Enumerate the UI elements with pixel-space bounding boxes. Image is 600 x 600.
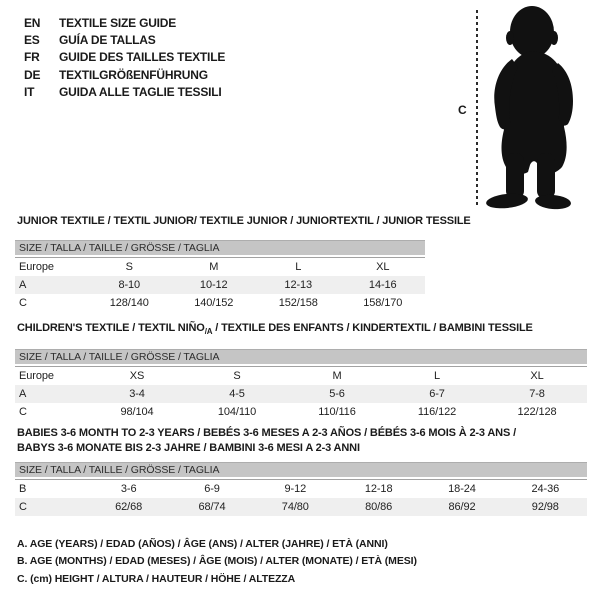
row-label-cell: C xyxy=(19,500,27,513)
value-cell: 98/104 xyxy=(120,405,154,418)
table-row xyxy=(15,385,587,403)
value-cell: S xyxy=(233,369,241,382)
guide-title: TEXTILE SIZE GUIDE xyxy=(59,16,177,30)
legend-line-b: B. AGE (MONTHS) / EDAD (MESES) / ÂGE (MOIS) / ALTER (MONATE) / ETÀ (MESI) xyxy=(17,555,417,568)
measure-legend xyxy=(17,536,417,588)
guide-title: GUIDE DES TAILLES TEXTILE xyxy=(59,50,226,65)
value-cell: 152/158 xyxy=(278,296,318,309)
value-cell: S xyxy=(125,260,133,273)
section-babies xyxy=(15,426,587,516)
height-figure xyxy=(440,0,600,215)
value-cell: XL xyxy=(376,260,390,273)
section-title-text: CHILDREN'S TEXTILE / TEXTIL NIÑO xyxy=(17,322,205,334)
value-cell: 5-6 xyxy=(329,387,345,400)
value-cell: 158/170 xyxy=(363,296,403,309)
guide-title: GUIDA ALLE TAGLIE TESSILI xyxy=(59,84,222,99)
language-code: EN xyxy=(24,16,41,30)
section-title-text: / TEXTILE DES ENFANTS / KINDERTEXTIL / BAMBINI TESSILE xyxy=(212,322,533,334)
language-code: DE xyxy=(24,67,41,82)
size-header-bar: SIZE / TALLA / TAILLE / GRÖSSE / TAGLIA xyxy=(15,349,587,364)
value-cell: 116/122 xyxy=(417,405,457,418)
size-header-bar: SIZE / TALLA / TAILLE / GRÖSSE / TAGLIA xyxy=(15,462,587,477)
guide-title: GUÍA DE TALLAS xyxy=(59,33,156,48)
list-item xyxy=(24,67,225,84)
value-cell: 74/80 xyxy=(281,500,309,513)
measure-label-c: C xyxy=(458,103,467,117)
table-row xyxy=(15,480,587,498)
row-label-cell: C xyxy=(19,296,27,309)
value-cell: 14-16 xyxy=(368,278,397,291)
value-cell: 10-12 xyxy=(199,278,228,291)
value-cell: 104/110 xyxy=(217,405,257,418)
row-label-cell: A xyxy=(19,387,27,400)
junior-size-table xyxy=(15,257,425,312)
row-label-cell: C xyxy=(19,405,27,418)
list-item xyxy=(24,32,225,49)
value-cell: 62/68 xyxy=(115,500,143,513)
table-row xyxy=(15,276,425,294)
value-cell: 12-18 xyxy=(364,482,393,495)
guide-title: TEXTILGRÖßENFÜHRUNG xyxy=(59,67,208,82)
value-cell: 18-24 xyxy=(448,482,476,495)
value-cell: 12-13 xyxy=(284,278,313,291)
value-cell: 7-8 xyxy=(529,387,545,400)
value-cell: 9-12 xyxy=(284,482,307,495)
value-cell: 68/74 xyxy=(198,500,226,513)
value-cell: L xyxy=(295,260,302,273)
value-cell: XL xyxy=(530,369,544,382)
value-cell: 122/128 xyxy=(517,405,557,418)
value-cell: 6-7 xyxy=(429,387,445,400)
size-header-bar: SIZE / TALLA / TAILLE / GRÖSSE / TAGLIA xyxy=(15,240,425,255)
table-row xyxy=(15,403,587,421)
section-junior xyxy=(15,214,587,312)
value-cell: M xyxy=(209,260,219,273)
section-title-line2: BABYS 3-6 MONATE BIS 2-3 JAHRE / BAMBINI 3-6 MESI A 2-3 ANNI xyxy=(17,442,360,454)
table-row xyxy=(15,498,587,516)
babies-size-table xyxy=(15,479,587,516)
table-row xyxy=(15,294,425,312)
value-cell: 110/116 xyxy=(318,405,356,418)
value-cell: 4-5 xyxy=(229,387,245,400)
value-cell: 86/92 xyxy=(448,500,476,513)
language-title-list xyxy=(24,15,225,101)
list-item xyxy=(24,15,225,32)
list-item xyxy=(24,49,225,66)
value-cell: 6-9 xyxy=(204,482,220,495)
children-size-table xyxy=(15,366,587,421)
list-item xyxy=(24,84,225,101)
row-label-cell: A xyxy=(19,278,27,291)
value-cell: 3-4 xyxy=(129,387,145,400)
legend-line-a: A. AGE (YEARS) / EDAD (AÑOS) / ÂGE (ANS) / ALTER (JAHRE) / ETÀ (ANNI) xyxy=(17,538,388,550)
section-title-subscript: /A xyxy=(204,327,213,337)
baby-silhouette-icon xyxy=(482,5,582,210)
row-label-cell: B xyxy=(19,482,27,495)
value-cell: 80/86 xyxy=(365,500,393,513)
section-children xyxy=(15,321,587,421)
value-cell: 24-36 xyxy=(531,482,560,495)
value-cell: 8-10 xyxy=(118,278,141,291)
section-title-line1: BABIES 3-6 MONTH TO 2-3 YEARS / BEBÉS 3-6 MESES A 2-3 AÑOS / BÉBÉS 3-6 MOIS À 2-3 ANS / xyxy=(17,427,516,439)
section-title xyxy=(15,321,587,339)
table-row xyxy=(15,367,587,385)
table-row xyxy=(15,258,425,276)
section-title: JUNIOR TEXTILE / TEXTIL JUNIOR/ TEXTILE JUNIOR / JUNIORTEXTIL / JUNIOR TESSILE xyxy=(17,215,471,227)
value-cell: 140/152 xyxy=(194,296,234,309)
height-measure-line xyxy=(476,10,478,208)
value-cell: XS xyxy=(129,369,145,382)
language-code: FR xyxy=(24,50,40,65)
value-cell: 3-6 xyxy=(120,482,137,495)
language-code: IT xyxy=(24,84,35,99)
value-cell: M xyxy=(332,369,342,382)
language-code: ES xyxy=(24,33,40,48)
row-label-cell: Europe xyxy=(19,369,54,382)
row-label-cell: Europe xyxy=(19,260,54,273)
legend-line-c: C. (cm) HEIGHT / ALTURA / HAUTEUR / HÖHE / ALTEZZA xyxy=(17,572,296,585)
value-cell: 92/98 xyxy=(531,500,559,513)
value-cell: 128/140 xyxy=(109,296,149,309)
value-cell: L xyxy=(433,369,441,382)
